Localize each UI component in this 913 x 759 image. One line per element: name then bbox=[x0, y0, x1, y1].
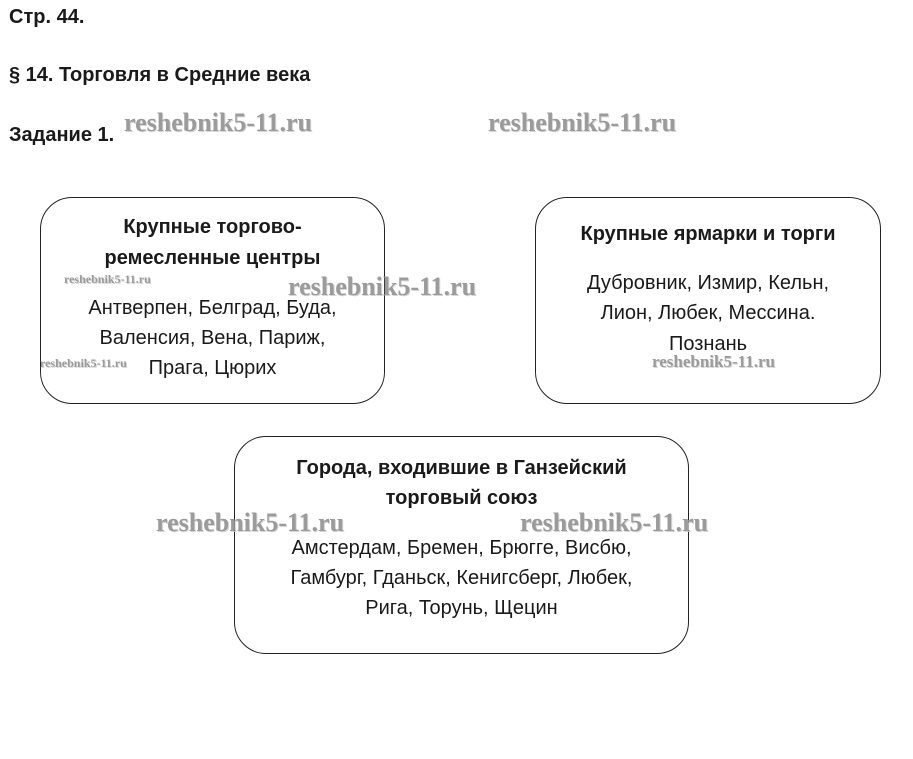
hansa-title-line1: Города, входившие в Ганзейский bbox=[296, 457, 627, 479]
trade-centers-line: Прага, Цюрих bbox=[148, 357, 277, 379]
section-title: § 14. Торговля в Средние века bbox=[9, 64, 311, 86]
trade-centers-line: Валенсия, Вена, Париж, bbox=[99, 327, 326, 349]
hansa-line: Гамбург, Гданьск, Кенигсберг, Любек, bbox=[290, 567, 633, 589]
hansa-box bbox=[234, 436, 689, 654]
watermark: reshebnik5-11.ru bbox=[64, 272, 151, 286]
watermark: reshebnik5-11.ru bbox=[288, 272, 477, 301]
task-label: Задание 1. bbox=[9, 124, 115, 146]
watermark: reshebnik5-11.ru bbox=[124, 108, 313, 137]
trade-centers-title-line2: ремесленные центры bbox=[104, 247, 321, 269]
fairs-box bbox=[535, 197, 881, 404]
fairs-line: Дубровник, Измир, Кельн, bbox=[586, 272, 830, 294]
watermark: reshebnik5-11.ru bbox=[488, 108, 677, 137]
watermark: reshebnik5-11.ru bbox=[652, 352, 775, 371]
watermark: reshebnik5-11.ru bbox=[520, 508, 709, 537]
watermark: reshebnik5-11.ru bbox=[40, 356, 127, 370]
watermark: reshebnik5-11.ru bbox=[156, 508, 345, 537]
page-label: Стр. 44. bbox=[9, 6, 85, 28]
fairs-line: Познань bbox=[668, 333, 748, 355]
hansa-title-line2: торговый союз bbox=[385, 487, 538, 509]
hansa-line: Рига, Торунь, Щецин bbox=[365, 597, 558, 619]
fairs-title: Крупные ярмарки и торги bbox=[580, 223, 836, 245]
fairs-line: Лион, Любек, Мессина. bbox=[600, 302, 816, 324]
trade-centers-line: Антверпен, Белград, Буда, bbox=[88, 297, 337, 319]
trade-centers-title-line1: Крупные торгово- bbox=[123, 216, 302, 238]
hansa-line: Амстердам, Бремен, Брюгге, Висбю, bbox=[291, 537, 632, 559]
trade-centers-box bbox=[40, 197, 385, 404]
